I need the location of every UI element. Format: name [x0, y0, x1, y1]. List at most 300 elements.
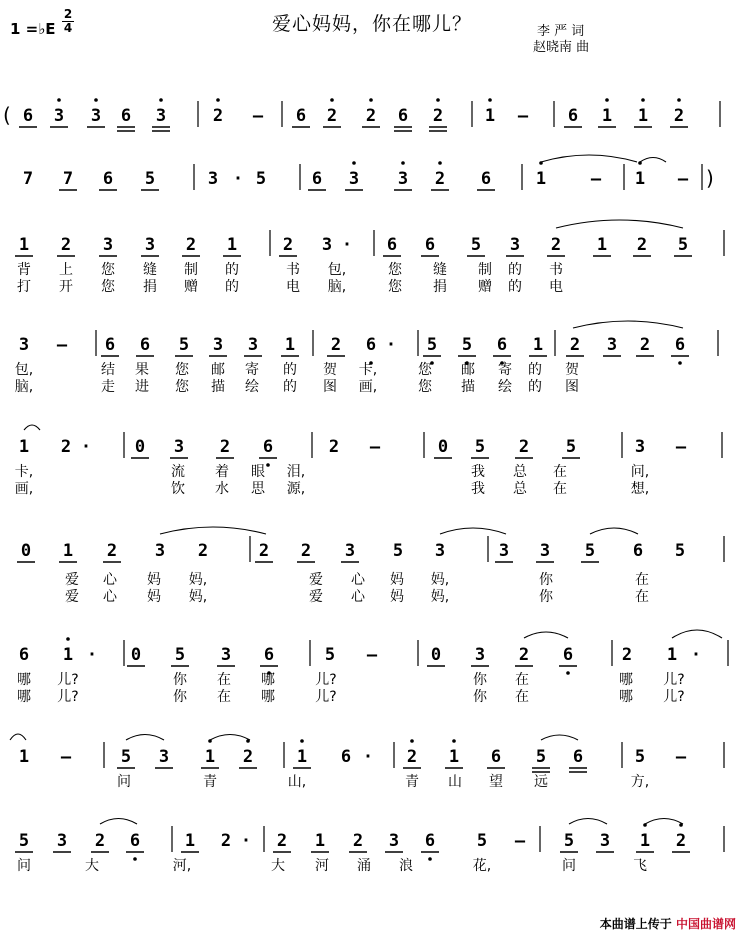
slur-arc — [590, 528, 638, 534]
lyric-syllable: 望 — [489, 774, 503, 790]
octave-up-dot — [641, 98, 645, 102]
note: 1 — [532, 335, 544, 355]
measure — [622, 645, 701, 665]
note: 2 — [434, 169, 446, 189]
lyric-syllable: 远 — [534, 774, 548, 790]
time-signature-bottom: 4 — [63, 21, 73, 35]
dot-extension: · — [385, 335, 397, 355]
note: 2 — [518, 645, 530, 665]
lyric-syllable: 我 — [471, 481, 485, 497]
octave-up-dot — [352, 161, 356, 165]
note: 1 — [666, 645, 678, 665]
octave-up-dot — [452, 739, 456, 743]
note: 5 — [474, 437, 486, 457]
note: 6 — [295, 106, 307, 126]
lyric-syllable: 赠 — [184, 279, 198, 295]
lyric-syllable: 哪 — [17, 672, 31, 688]
note: 5 — [174, 645, 186, 665]
dash-note: – — [675, 437, 687, 457]
note: 0 — [20, 541, 32, 561]
lyric-syllable: 哪 — [619, 689, 633, 705]
note: 3 — [539, 541, 551, 561]
lyric-syllable: 包, — [327, 262, 347, 278]
measure — [566, 335, 689, 365]
lyric-syllable: 的 — [225, 262, 239, 278]
note: 2 — [550, 235, 562, 255]
lyric-syllable: 问, — [630, 464, 650, 480]
measure — [635, 161, 689, 189]
measure — [383, 235, 692, 256]
note: 5 — [584, 541, 596, 561]
note: 6 — [102, 169, 114, 189]
lyric-syllable: 您 — [175, 362, 189, 378]
slur-arc — [640, 158, 666, 163]
note: 0 — [134, 437, 146, 457]
note: 3 — [247, 335, 259, 355]
measure — [19, 747, 72, 767]
note: 6 — [567, 106, 579, 126]
measure — [403, 739, 587, 772]
lyric-syllable: 电 — [286, 279, 300, 295]
lyric-syllable: 妈, — [430, 589, 450, 605]
lyric-syllable: 飞 — [633, 858, 647, 874]
dash-note: – — [590, 169, 602, 189]
note: 3 — [173, 437, 185, 457]
note: 2 — [276, 831, 288, 851]
lyric-syllable: 饮 — [171, 481, 185, 497]
lyric-syllable: 儿? — [663, 689, 685, 705]
slur-arc — [541, 735, 578, 740]
lyric-syllable: 在 — [553, 464, 567, 480]
lyric-syllable: 爱 — [65, 572, 79, 588]
footer-prefix: 本曲谱上传于 — [599, 917, 672, 931]
measure — [560, 823, 690, 852]
score-line-8 — [10, 734, 724, 790]
lyric-syllable: 儿? — [57, 672, 79, 688]
lyric-syllable: 上 — [59, 262, 73, 278]
dash-note: – — [252, 106, 264, 126]
measure — [495, 541, 685, 562]
dash-note: – — [60, 747, 72, 767]
dash-note: – — [366, 645, 378, 665]
score-line-2 — [23, 155, 714, 190]
measure — [564, 98, 688, 127]
note: 2 — [282, 235, 294, 255]
lyric-syllable: 你 — [539, 589, 553, 605]
lyric-syllable: 描 — [211, 379, 225, 395]
lyric-syllable: 儿? — [315, 672, 337, 688]
note: 2 — [365, 106, 377, 126]
lyric-syllable: 绘 — [245, 379, 259, 395]
note: 1 — [62, 541, 74, 561]
note: 2 — [94, 831, 106, 851]
lyric-syllable: 书 — [286, 262, 300, 278]
score-line-6 — [17, 527, 724, 605]
lyric-syllable: 的 — [283, 362, 297, 378]
measure — [279, 235, 352, 256]
lyric-syllable: 果 — [135, 362, 149, 378]
lyric-syllable: 水 — [215, 481, 229, 497]
note: 3 — [53, 106, 65, 126]
lyric-syllable: 您 — [418, 362, 432, 378]
note: 2 — [352, 831, 364, 851]
lyric-syllable: 捐 — [143, 279, 157, 295]
measure — [117, 739, 257, 768]
measure — [329, 437, 381, 457]
note: 2 — [326, 106, 338, 126]
octave-down-dot — [428, 857, 432, 861]
note: 2 — [219, 437, 231, 457]
octave-down-dot — [678, 361, 682, 365]
octave-up-dot — [57, 98, 61, 102]
lyric-syllable: 缝 — [433, 262, 447, 278]
dash-note: – — [369, 437, 381, 457]
measure — [423, 335, 547, 365]
lyric-syllable: 绘 — [498, 379, 512, 395]
lyric-syllable: 的 — [225, 279, 239, 295]
dash-note: – — [514, 831, 526, 851]
score-line-4 — [15, 321, 718, 395]
lyric-syllable: 妈, — [188, 572, 208, 588]
measure — [15, 831, 144, 861]
note: 3 — [220, 645, 232, 665]
octave-down-dot — [566, 671, 570, 675]
note: 2 — [212, 106, 224, 126]
note: 5 — [324, 645, 336, 665]
dash-note: – — [517, 106, 529, 126]
lyric-syllable: 问 — [117, 774, 131, 790]
slur-arc — [645, 819, 683, 825]
lyric-syllable: 您 — [418, 379, 432, 395]
note: 2 — [328, 437, 340, 457]
slur-arc — [160, 527, 266, 534]
note: 3 — [474, 645, 486, 665]
lyric-syllable: 包, — [14, 362, 34, 378]
lyric-syllable: 打 — [17, 279, 31, 295]
slur-arc — [556, 220, 683, 228]
measure — [19, 437, 91, 457]
note: 2 — [569, 335, 581, 355]
lyric-syllable: 在 — [635, 572, 649, 588]
note: 1 — [204, 747, 216, 767]
octave-up-dot — [300, 739, 304, 743]
octave-up-dot — [488, 98, 492, 102]
upload-footer[interactable] — [600, 915, 736, 932]
lyric-syllable: 涌 — [357, 858, 371, 874]
measure — [101, 335, 299, 356]
note: 2 — [242, 747, 254, 767]
octave-up-dot — [436, 98, 440, 102]
note: 1 — [448, 747, 460, 767]
note: 6 — [424, 235, 436, 255]
measure — [273, 831, 526, 861]
lyricist-credit: 李 严 词 — [537, 24, 585, 39]
note: 3 — [599, 831, 611, 851]
note: 1 — [184, 831, 196, 851]
note: 3 — [321, 235, 333, 255]
lyric-syllable: 妈, — [430, 572, 450, 588]
slur-arc — [440, 528, 506, 534]
note: 6 — [120, 106, 132, 126]
lyric-syllable: 背 — [17, 262, 31, 278]
lyric-syllable: 源, — [286, 481, 306, 497]
lyric-syllable: 邮 — [211, 362, 225, 378]
octave-up-dot — [94, 98, 98, 102]
octave-up-dot — [159, 98, 163, 102]
note: 3 — [155, 106, 167, 126]
score-line-3 — [15, 220, 724, 295]
note: 1 — [18, 437, 30, 457]
note: 3 — [102, 235, 114, 255]
lyric-syllable: 在 — [553, 481, 567, 497]
note: 2 — [220, 831, 232, 851]
lyric-syllable: 画, — [14, 481, 34, 497]
score-line-5 — [15, 425, 722, 497]
lyric-syllable: 的 — [508, 262, 522, 278]
lyric-syllable: 爱 — [65, 589, 79, 605]
note: 6 — [490, 747, 502, 767]
lyric-syllable: 贺 — [565, 362, 579, 378]
note: 6 — [496, 335, 508, 355]
time-signature-top: 2 — [63, 7, 73, 21]
lyric-syllable: 画, — [358, 379, 378, 395]
note: 6 — [104, 335, 116, 355]
note: 1 — [639, 831, 651, 851]
lyric-syllable: 您 — [101, 279, 115, 295]
note: 5 — [634, 747, 646, 767]
note: 2 — [406, 747, 418, 767]
lyric-syllable: 您 — [388, 279, 402, 295]
note: 2 — [197, 541, 209, 561]
lyric-syllable: 描 — [461, 379, 475, 395]
note: 5 — [674, 541, 686, 561]
site-logo-text[interactable]: 中国曲谱网 — [675, 917, 736, 931]
measure — [127, 645, 278, 675]
measure — [327, 335, 396, 365]
note: 6 — [572, 747, 584, 767]
note: 3 — [498, 541, 510, 561]
lyric-syllable: 爱 — [309, 572, 323, 588]
note: 3 — [634, 437, 646, 457]
lyric-syllable: 开 — [59, 279, 73, 295]
octave-up-dot — [66, 637, 70, 641]
slur-arc — [672, 630, 722, 638]
lyric-syllable: 您 — [388, 262, 402, 278]
note: 1 — [601, 106, 613, 126]
lyric-syllable: 哪 — [261, 672, 275, 688]
note: 2 — [518, 437, 530, 457]
lyric-syllable: 的 — [283, 379, 297, 395]
note: 6 — [674, 335, 686, 355]
octave-up-dot — [330, 98, 334, 102]
note: 3 — [344, 541, 356, 561]
note: 6 — [397, 106, 409, 126]
measure — [308, 161, 495, 190]
lyric-syllable: 青 — [203, 774, 217, 790]
note: 5 — [144, 169, 156, 189]
lyric-syllable: 的 — [528, 379, 542, 395]
lyric-syllable: 爱 — [309, 589, 323, 605]
note: 3 — [144, 235, 156, 255]
dot-extension: · — [362, 747, 374, 767]
lyric-syllable: 你 — [173, 689, 187, 705]
lyric-syllable: 流 — [171, 464, 185, 480]
lyric-syllable: 在 — [635, 589, 649, 605]
score-line-7 — [17, 630, 728, 705]
octave-up-dot — [677, 98, 681, 102]
note: 2 — [673, 106, 685, 126]
note: 1 — [535, 169, 547, 189]
slur-arc — [573, 321, 683, 328]
note: 2 — [675, 831, 687, 851]
measure — [293, 739, 373, 768]
slur-arc — [100, 819, 137, 825]
lyric-syllable: 脑, — [327, 279, 347, 295]
lyric-syllable: 图 — [323, 379, 337, 395]
note: 2 — [185, 235, 197, 255]
lyric-syllable: 您 — [101, 262, 115, 278]
lyric-syllable: 您 — [175, 379, 189, 395]
lyric-syllable: 妈 — [390, 572, 404, 588]
lyric-syllable: 书 — [549, 262, 563, 278]
lyric-syllable: 方, — [630, 774, 650, 790]
octave-up-dot — [401, 161, 405, 165]
note: 6 — [129, 831, 141, 851]
lyric-syllable: 眼 — [251, 464, 265, 480]
measure — [131, 437, 277, 467]
lyric-syllable: 河, — [172, 858, 192, 874]
note: 1 — [226, 235, 238, 255]
lyric-syllable: 总 — [513, 481, 527, 497]
dot-extension: · — [341, 235, 353, 255]
note: 6 — [18, 645, 30, 665]
note: 6 — [480, 169, 492, 189]
note: 6 — [340, 747, 352, 767]
lyric-syllable: 浪 — [399, 858, 413, 874]
lyric-syllable: 心 — [351, 589, 365, 605]
score-line-9 — [15, 819, 724, 875]
measure — [181, 831, 251, 852]
lyric-syllable: 的 — [528, 362, 542, 378]
measure — [255, 541, 445, 562]
note: 5 — [18, 831, 30, 851]
lyric-syllable: 花, — [472, 858, 492, 874]
lyric-syllable: 在 — [217, 689, 231, 705]
note: 3 — [434, 541, 446, 561]
lyric-syllable: 走 — [101, 379, 115, 395]
lyric-syllable: 着 — [215, 464, 229, 480]
lyric-syllable: 寄 — [245, 362, 259, 378]
note: 6 — [311, 169, 323, 189]
dot-extension: · — [240, 831, 252, 851]
lyric-syllable: 卡, — [14, 464, 34, 480]
measure — [434, 437, 580, 458]
note: 5 — [255, 169, 267, 189]
octave-down-dot — [133, 857, 137, 861]
lyric-syllable: 儿? — [663, 672, 685, 688]
note: 3 — [397, 169, 409, 189]
slur-arc — [10, 734, 26, 740]
measure — [19, 637, 97, 665]
note: 1 — [637, 106, 649, 126]
lyric-syllable: 你 — [539, 572, 553, 588]
note: 6 — [386, 235, 398, 255]
note: 3 — [90, 106, 102, 126]
note: 0 — [437, 437, 449, 457]
note: 1 — [484, 106, 496, 126]
note: 3 — [212, 335, 224, 355]
composer-credit: 赵晓南 曲 — [533, 40, 590, 55]
note: 6 — [365, 335, 377, 355]
note: 6 — [632, 541, 644, 561]
measure — [17, 541, 208, 562]
note: 2 — [258, 541, 270, 561]
lyric-syllable: 总 — [513, 464, 527, 480]
lyric-syllable: 儿? — [57, 689, 79, 705]
lyric-syllable: 青 — [405, 774, 419, 790]
dot-extension: · — [86, 645, 98, 665]
lyric-syllable: 结 — [101, 362, 115, 378]
lyric-syllable: 制 — [184, 262, 198, 278]
measure — [635, 747, 687, 767]
measure — [427, 645, 577, 675]
lyric-syllable: 进 — [135, 379, 149, 395]
note: 1 — [634, 169, 646, 189]
dot-extension: · — [80, 437, 92, 457]
note: 5 — [563, 831, 575, 851]
lyric-syllable: 问 — [562, 858, 576, 874]
note: 5 — [426, 335, 438, 355]
note: 3 — [509, 235, 521, 255]
lyric-syllable: 你 — [173, 672, 187, 688]
measure — [23, 169, 159, 190]
lyric-syllable: 在 — [217, 672, 231, 688]
measure — [213, 98, 264, 126]
measure — [19, 98, 170, 131]
close-repeat-paren: ) — [706, 166, 714, 190]
lyric-syllable: 我 — [471, 464, 485, 480]
note: 5 — [461, 335, 473, 355]
octave-up-dot — [410, 739, 414, 743]
lyric-syllable: 山 — [448, 774, 462, 790]
lyric-syllable: 河 — [315, 858, 329, 874]
note: 2 — [300, 541, 312, 561]
note: 6 — [22, 106, 34, 126]
octave-up-dot — [369, 98, 373, 102]
lyric-syllable: 儿? — [315, 689, 337, 705]
dot-extension: · — [232, 169, 244, 189]
lyric-syllable: 妈, — [188, 589, 208, 605]
key-signature: 1 =♭E — [10, 20, 56, 38]
octave-up-dot — [216, 98, 220, 102]
lyric-syllable: 在 — [515, 672, 529, 688]
note: 6 — [263, 645, 275, 665]
note: 1 — [596, 235, 608, 255]
lyric-syllable: 心 — [103, 589, 117, 605]
slur-arc — [524, 632, 568, 638]
note: 2 — [621, 645, 633, 665]
note: 3 — [606, 335, 618, 355]
measure — [536, 161, 602, 189]
measure — [485, 98, 529, 126]
lyric-syllable: 问 — [17, 858, 31, 874]
slur-arc — [541, 155, 637, 162]
slur-arc — [210, 735, 250, 741]
lyric-syllable: 在 — [515, 689, 529, 705]
note: 6 — [262, 437, 274, 457]
note: 6 — [562, 645, 574, 665]
note: 3 — [158, 747, 170, 767]
